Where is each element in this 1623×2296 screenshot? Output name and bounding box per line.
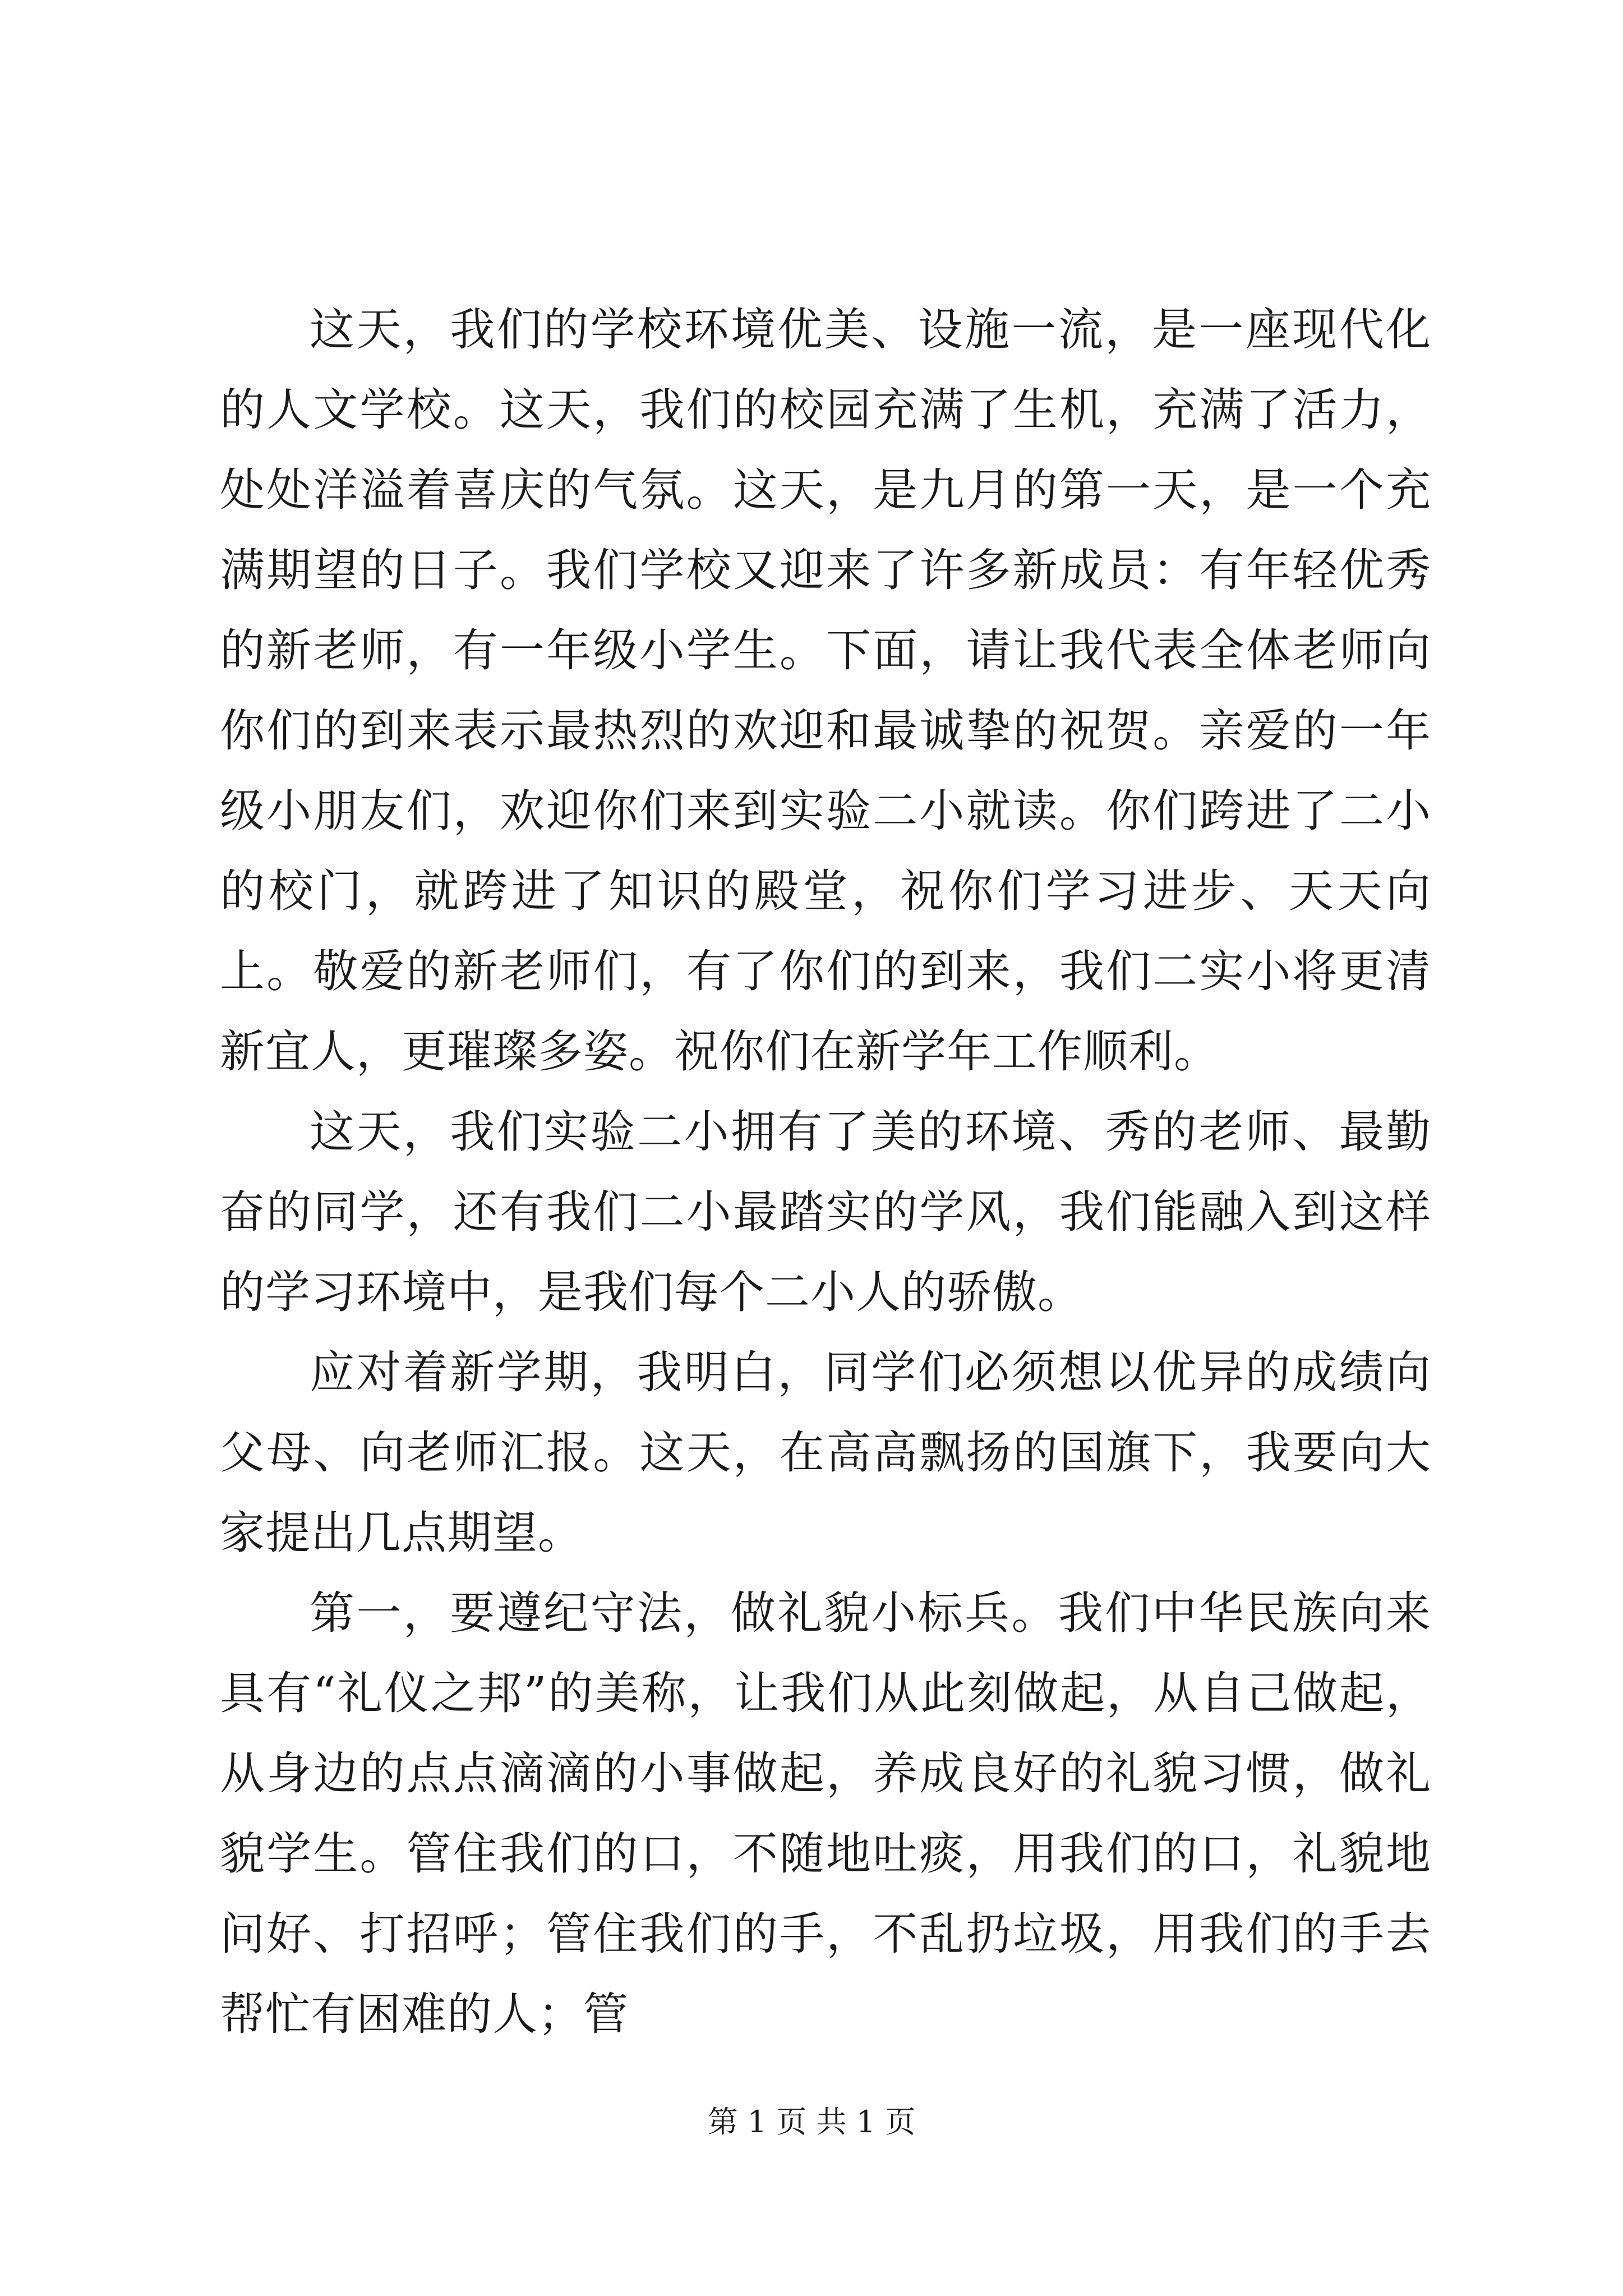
paragraph-1: 这天，我们的学校环境优美、设施一流，是一座现代化的人文学校。这天，我们的校园充满了生机，充满了活力，处处洋溢着喜庆的气氛。这天，是九月的第一天，是一个充满期望的日子。我们学校又迎来了许多新成员：有年轻优秀的新老师，有一年级小学生。下面，请让我代表全体老师向你们的到来表示最热烈的欢迎和最诚挚的祝贺。亲爱的一年级小朋友们，欢迎你们来到实验二小就读。你们跨进了二小的校门，就跨进了知识的殿堂，祝你们学习进步、天天向上。敬爱的新老师们，有了你们的到来，我们二实小将更清新宜人，更璀璨多姿。祝你们在新学年工作顺利。 bbox=[220, 303, 1431, 1078]
paragraph-4: 第一，要遵纪守法，做礼貌小标兵。我们中华民族向来具有“礼仪之邦”的美称，让我们从此刻做起，从自己做起，从身边的点点滴滴的小事做起，养成良好的礼貌习惯，做礼貌学生。管住我们的口，不随地吐痰，用我们的口，礼貌地问好、打招呼；管住我们的手，不乱扔垃圾，用我们的手去帮忙有困难的人；管 bbox=[220, 1587, 1431, 2040]
document-body bbox=[220, 289, 1431, 2054]
page-footer: 第 1 页 共 1 页 bbox=[707, 2104, 916, 2139]
paragraph-3: 应对着新学期，我明白，同学们必须想以优异的成绩向父母、向老师汇报。这天，在高高飘扬的国旗下，我要向大家提出几点期望。 bbox=[220, 1346, 1431, 1559]
paragraph-2: 这天，我们实验二小拥有了美的环境、秀的老师、最勤奋的同学，还有我们二小最踏实的学风，我们能融入到这样的学习环境中，是我们每个二小人的骄傲。 bbox=[220, 1106, 1431, 1318]
